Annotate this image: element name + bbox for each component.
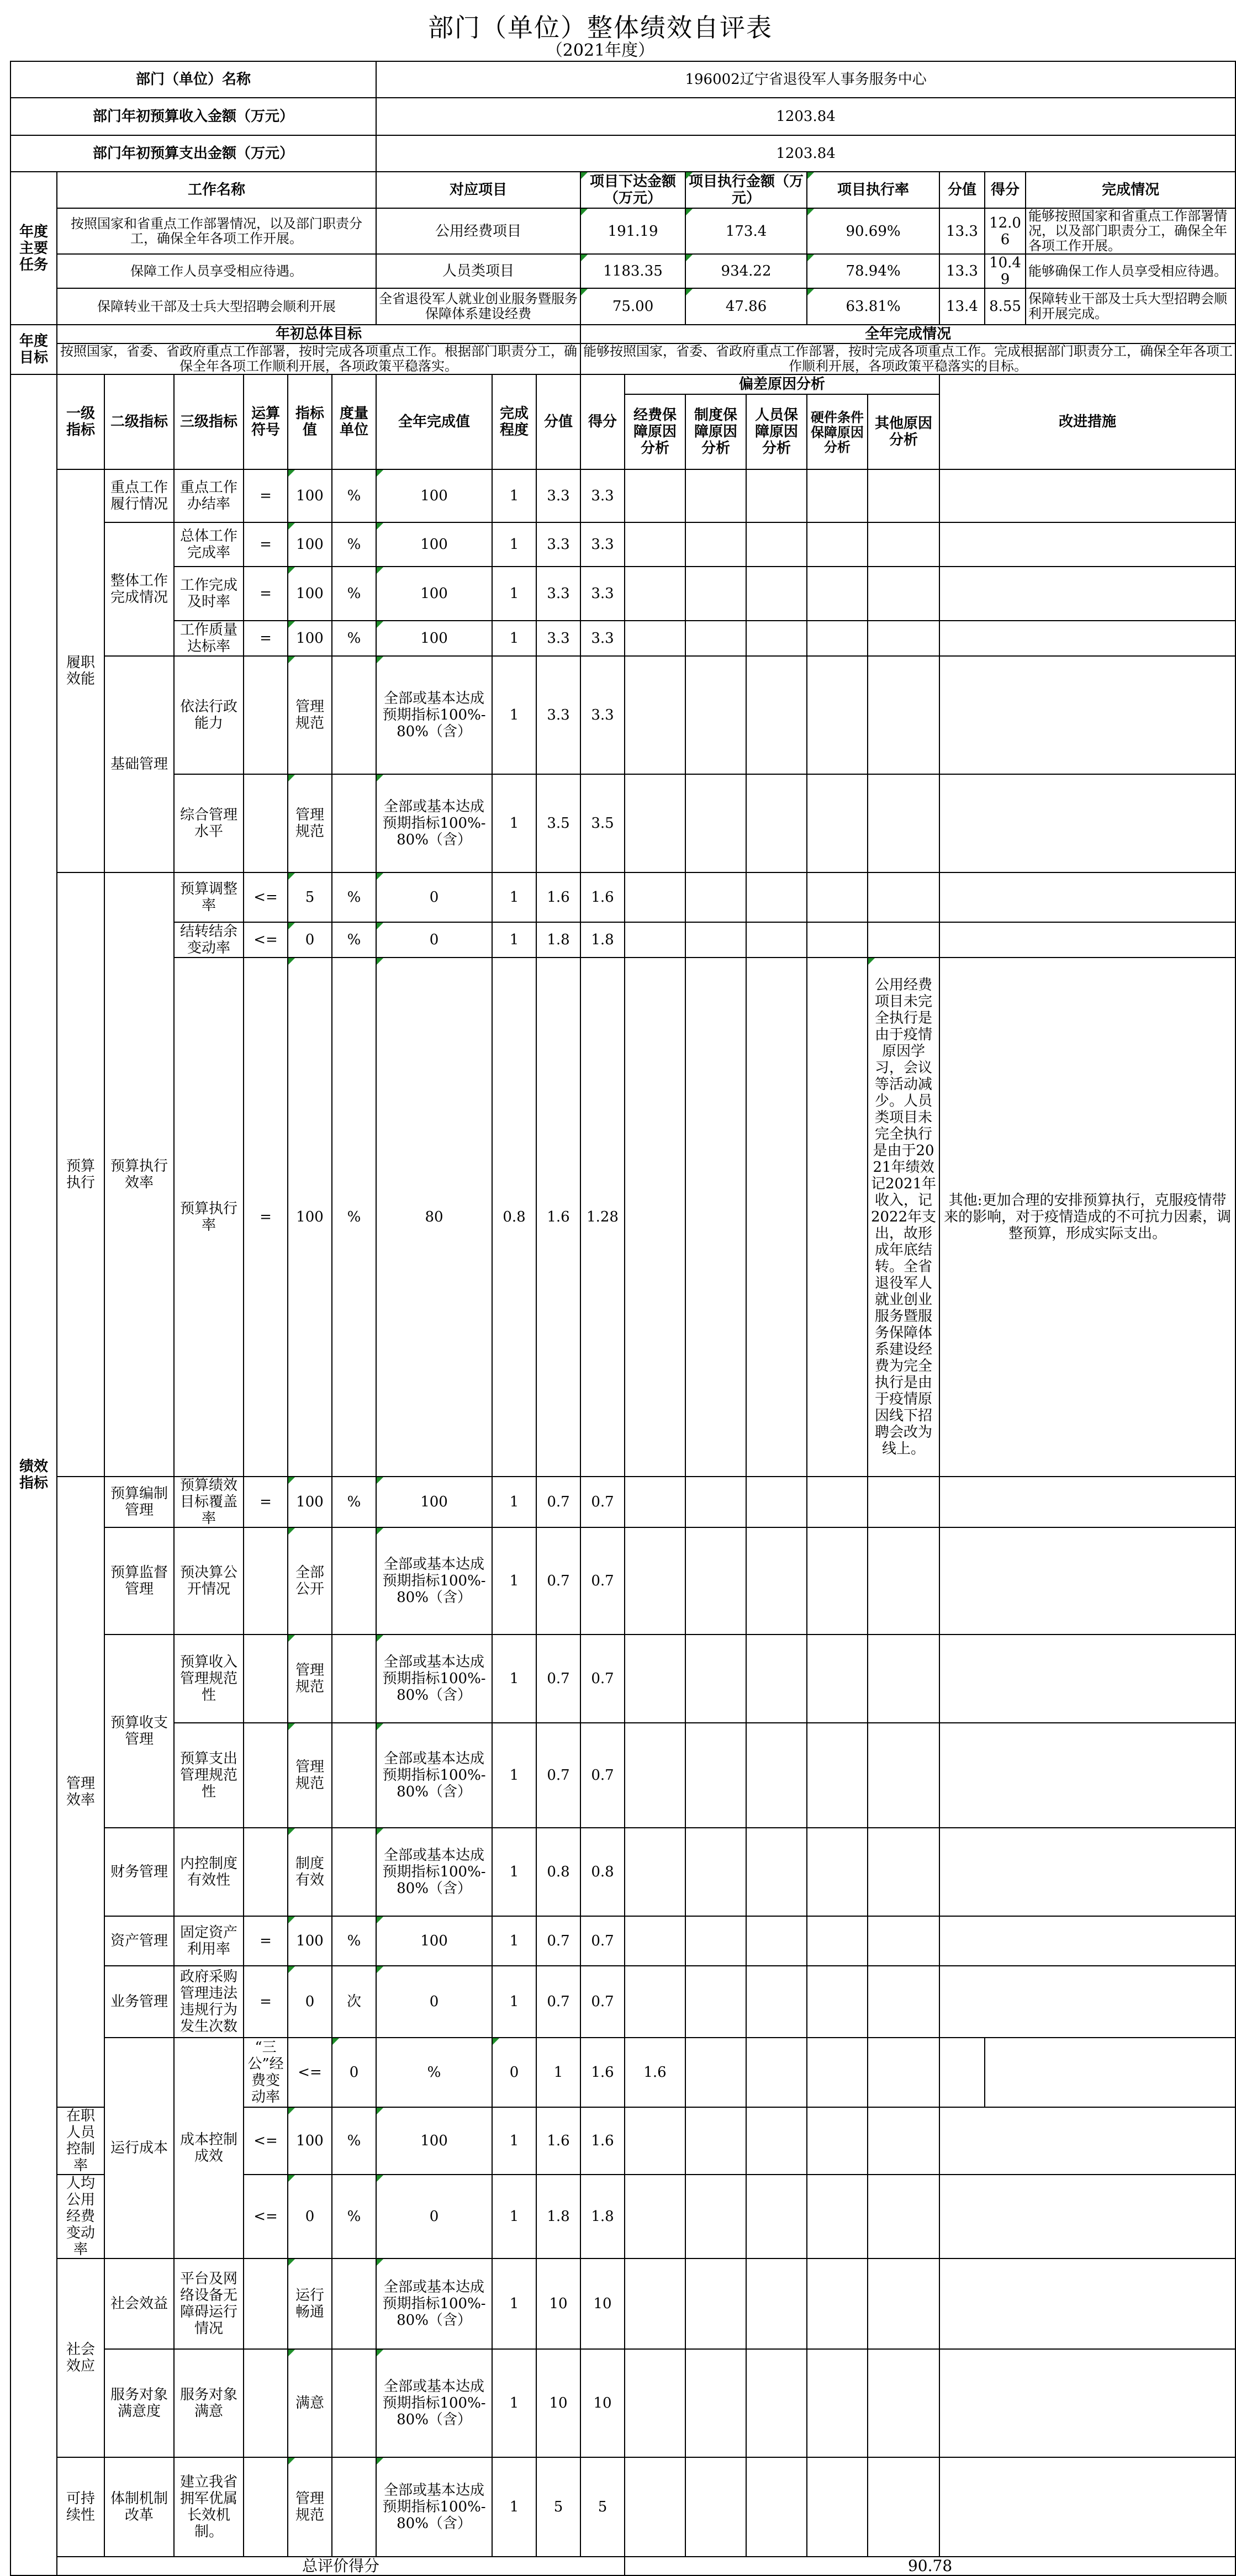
op-cell: = (244, 522, 288, 567)
score-cell: 0.8 (580, 1828, 625, 1916)
score-cell: 10 (580, 2258, 625, 2349)
annual-cell: 全部或基本达成预期指标100%-80%（含） (376, 1828, 492, 1916)
score-cell: 1.8 (580, 2175, 625, 2258)
hdr-target: 指标值 (288, 374, 332, 469)
score-cell: 0.7 (580, 1527, 625, 1635)
lv3-label: 政府采购管理违法违规行为发生次数 (174, 1966, 244, 2038)
hdr-deviation: 偏差原因分析 (625, 374, 939, 394)
lv3-label: 预算绩效目标覆盖率 (174, 1477, 244, 1527)
lv2-overall: 整体工作完成情况 (104, 522, 174, 656)
score-cell: 1.28 (580, 958, 625, 1477)
degree-cell: 1 (492, 922, 536, 958)
op-cell: = (244, 469, 288, 522)
lv3-label: 固定资产利用率 (174, 1916, 244, 1966)
op-cell: = (244, 567, 288, 621)
score-cell: 3.3 (580, 567, 625, 621)
lv1-mgmt: 管理效率 (57, 1477, 104, 2107)
degree-cell: 1 (492, 1966, 536, 2038)
score-cell: 3.5 (580, 774, 625, 872)
op-cell: = (244, 1477, 288, 1527)
indicator-row (10, 567, 1235, 621)
target-cell: 100 (288, 1477, 332, 1527)
tasks-col-score-value: 分值 (939, 172, 985, 208)
task-status: 能够确保工作人员享受相应待遇。 (1026, 254, 1235, 288)
target-cell: 管理规范 (288, 1635, 332, 1723)
unit-cell: % (332, 567, 376, 621)
lv1-budget: 预算执行 (57, 872, 104, 1477)
hdr-dev-other: 其他原因分析 (868, 394, 939, 469)
degree-cell: 1 (492, 774, 536, 872)
target-cell: 100 (288, 621, 332, 656)
task-issued: 1183.35 (580, 254, 685, 288)
value-cell: 3.3 (536, 522, 580, 567)
degree-cell: 1 (492, 1477, 536, 1527)
lv3-label: 预算收入管理规范性 (174, 1635, 244, 1723)
value-cell: 10 (536, 2349, 580, 2457)
score-cell: 0.7 (580, 1966, 625, 2038)
unit-cell: % (332, 2175, 376, 2258)
score-cell: 3.3 (580, 621, 625, 656)
target-cell: 管理规范 (288, 774, 332, 872)
annual-cell: 全部或基本达成预期指标100%-80%（含） (376, 2258, 492, 2349)
degree-cell: 1 (492, 2457, 536, 2557)
hdr-level2: 二级指标 (104, 374, 174, 469)
target-cell: 0 (288, 922, 332, 958)
unit-cell: 次 (332, 1966, 376, 2038)
lv3-label: 综合管理水平 (174, 774, 244, 872)
degree-cell: 1 (492, 656, 536, 774)
task-name: 按照国家和省重点工作部署情况，以及部门职责分工，确保全年各项工作开展。 (57, 208, 376, 254)
lv2-budget-ie: 预算收支管理 (104, 1635, 174, 1828)
degree-cell: 1 (492, 2258, 536, 2349)
indicator-row (10, 1477, 1235, 1527)
value-cell: 0.7 (536, 1635, 580, 1723)
indicator-row (10, 2457, 1235, 2557)
indicator-row (10, 2349, 1235, 2457)
op-cell (244, 1527, 288, 1635)
annual-cell: 全部或基本达成预期指标100%-80%（含） (376, 2457, 492, 2557)
value-cell: 0.8 (536, 1828, 580, 1916)
lv3-label: 依法行政能力 (174, 656, 244, 774)
task-issued: 75.00 (580, 288, 685, 325)
value-cell: 1.6 (536, 958, 580, 1477)
degree-cell: 1 (492, 469, 536, 522)
task-rate: 90.69% (807, 208, 939, 254)
lv3-label: 结转结余变动率 (174, 922, 244, 958)
value-cell: 0.7 (536, 1723, 580, 1828)
op-cell: <= (244, 922, 288, 958)
lv3-label: 在职人员控制率 (57, 2107, 104, 2175)
target-cell: 管理规范 (288, 2457, 332, 2557)
tasks-col-issued: 项目下达金额（万元） (580, 172, 685, 208)
value-cell: 3.3 (536, 567, 580, 621)
annual-cell: 0 (376, 922, 492, 958)
lv3-label: 重点工作办结率 (174, 469, 244, 522)
unit-cell: % (332, 1916, 376, 1966)
indicator-row (10, 2258, 1235, 2349)
lv3-label: 总体工作完成率 (174, 522, 244, 567)
hdr-degree: 完成程度 (492, 374, 536, 469)
degree-cell: 1 (492, 522, 536, 567)
tasks-col-rate: 项目执行率 (807, 172, 939, 208)
lv3-label: 预决算公开情况 (174, 1527, 244, 1635)
degree-cell: 1 (492, 2175, 536, 2258)
value-cell: 1.8 (536, 922, 580, 958)
lv1-sustain: 可持续性 (57, 2457, 104, 2557)
value-cell: 3.3 (536, 469, 580, 522)
total-score-label: 总评价得分 (57, 2557, 625, 2575)
degree-cell: 1 (492, 1527, 536, 1635)
target-cell: 5 (288, 872, 332, 922)
hdr-level1: 一级指标 (57, 374, 104, 469)
indicator-row (10, 922, 1235, 958)
hdr-value: 分值 (536, 374, 580, 469)
score-cell: 5 (580, 2457, 625, 2557)
unit-cell (332, 656, 376, 774)
target-cell: 运行畅通 (288, 2258, 332, 2349)
indicator-row (10, 958, 1235, 1477)
value-cell: 5 (536, 2457, 580, 2557)
page-subtitle: （2021年度） (546, 41, 655, 60)
target-cell: 0 (288, 2175, 332, 2258)
degree-cell: 1 (492, 1635, 536, 1723)
degree-cell: 1 (492, 2349, 536, 2457)
lv2-social-benefit: 社会效益 (104, 2258, 174, 2349)
degree-cell: 1 (492, 1828, 536, 1916)
target-cell: 制度有效 (288, 1828, 332, 1916)
lv2-finance: 财务管理 (104, 1828, 174, 1916)
target-cell: 100 (288, 958, 332, 1477)
task-row (10, 208, 1235, 254)
task-name: 保障转业干部及士兵大型招聘会顺利开展 (57, 288, 376, 325)
target-cell: 100 (288, 1916, 332, 1966)
annual-cell: 全部或基本达成预期指标100%-80%（含） (376, 774, 492, 872)
target-cell: 100 (288, 469, 332, 522)
op-cell: <= (288, 2038, 332, 2107)
task-score: 12.06 (985, 208, 1026, 254)
tasks-col-status: 完成情况 (1026, 172, 1235, 208)
annual-cell: 0 (492, 2038, 536, 2107)
task-status: 能够按照国家和省重点工作部署情况，以及部门职责分工，确保全年各项工作开展。 (1026, 208, 1235, 254)
target-cell: 100 (288, 522, 332, 567)
degree-cell: 1 (492, 872, 536, 922)
score-cell: 0.7 (580, 1635, 625, 1723)
target-cell: 全部公开 (288, 1527, 332, 1635)
annual-cell: 0 (376, 872, 492, 922)
unit-cell (332, 1635, 376, 1723)
expense-value: 1203.84 (376, 135, 1235, 172)
goals-final-text: 能够按照国家，省委、省政府重点工作部署，按时完成各项重点工作。完成根据部门职责分工，确保全年各项工作顺利开展，各项政策平稳落实的目标。 (580, 343, 1235, 374)
annual-cell: 100 (376, 2107, 492, 2175)
deviation-other-reason: 公用经费项目未完全执行是由于疫情原因学习，会议等活动减少。人员类项目未完全执行是由于2021年绩效记2021年收入，记2022年支出，故形成年底结转。全省退役军人就业创业服务暨服务保障体系建设经费为完全执行是由于疫情原因线下招聘会改为线上。 (868, 958, 939, 1477)
lv2-business: 业务管理 (104, 1966, 174, 2038)
unit-cell: % (332, 922, 376, 958)
indicator-row (10, 1966, 1235, 2038)
value-cell: 0.7 (536, 1527, 580, 1635)
op-cell: <= (244, 872, 288, 922)
score-cell: 3.3 (580, 522, 625, 567)
lv3-label: 内控制度有效性 (174, 1828, 244, 1916)
target-cell: 管理规范 (288, 1723, 332, 1828)
op-cell (244, 2258, 288, 2349)
indicator-row (10, 621, 1235, 656)
lv3-label: 工作完成及时率 (174, 567, 244, 621)
hdr-dev-staff: 人员保障原因分析 (746, 394, 807, 469)
op-cell (244, 774, 288, 872)
lv3-label: 平台及网络设备无障碍运行情况 (174, 2258, 244, 2349)
tasks-col-project: 对应项目 (376, 172, 580, 208)
annual-cell: 100 (376, 1916, 492, 1966)
annual-cell: 全部或基本达成预期指标100%-80%（含） (376, 656, 492, 774)
task-project: 公用经费项目 (376, 208, 580, 254)
unit-cell: % (332, 469, 376, 522)
value-cell: 0.7 (536, 1966, 580, 2038)
target-cell: 管理规范 (288, 656, 332, 774)
unit-cell (332, 1828, 376, 1916)
lv1-social: 社会效应 (57, 2258, 104, 2457)
lv2-budget-sup: 预算监督管理 (104, 1527, 174, 1635)
task-name: 保障工作人员享受相应待遇。 (57, 254, 376, 288)
value-cell: 1.6 (536, 872, 580, 922)
value-cell: 3.5 (536, 774, 580, 872)
op-cell (244, 1723, 288, 1828)
lv1-perf: 履职效能 (57, 469, 104, 872)
annual-cell: 100 (376, 522, 492, 567)
target-cell: 0 (288, 1966, 332, 2038)
lv3-label: 人均公用经费变动率 (57, 2175, 104, 2258)
task-executed: 934.22 (685, 254, 807, 288)
value-cell: 3.3 (536, 656, 580, 774)
unit-cell: % (332, 958, 376, 1477)
task-value: 13.3 (939, 254, 985, 288)
score-cell: 3.3 (580, 656, 625, 774)
indicator-row (10, 872, 1235, 922)
income-value: 1203.84 (376, 98, 1235, 135)
indicator-row (10, 522, 1235, 567)
annual-cell: 全部或基本达成预期指标100%-80%（含） (376, 1527, 492, 1635)
target-cell: 满意 (288, 2349, 332, 2457)
task-value: 13.4 (939, 288, 985, 325)
score-cell: 1.6 (580, 872, 625, 922)
unit-cell (332, 2457, 376, 2557)
lv2-key: 重点工作履行情况 (104, 469, 174, 522)
task-project: 全省退役军人就业创业服务暨服务保障体系建设经费 (376, 288, 580, 325)
hdr-improve: 改进措施 (939, 374, 1235, 469)
lv3-label: 建立我省拥军优属长效机制。 (174, 2457, 244, 2557)
lv2-basic: 基础管理 (104, 656, 174, 872)
task-rate: 78.94% (807, 254, 939, 288)
tasks-col-score: 得分 (985, 172, 1026, 208)
value-cell: 0.7 (536, 1477, 580, 1527)
goals-final-label: 全年完成情况 (580, 325, 1235, 343)
income-label: 部门年初预算收入金额（万元） (10, 98, 376, 135)
annual-cell: 0 (376, 1966, 492, 2038)
value-cell: 10 (536, 2258, 580, 2349)
op-cell: <= (244, 2107, 288, 2175)
annual-cell: 0 (376, 2175, 492, 2258)
unit-cell: % (332, 872, 376, 922)
op-cell (244, 1635, 288, 1723)
annual-cell: 100 (376, 621, 492, 656)
task-score: 10.49 (985, 254, 1026, 288)
evaluation-table (10, 61, 1236, 2576)
lv2-cost: 成本控制成效 (174, 2038, 244, 2258)
degree-cell: 1 (492, 2107, 536, 2175)
degree-cell: 1 (492, 567, 536, 621)
value-cell: 1.8 (536, 2175, 580, 2258)
task-row (10, 254, 1235, 288)
lv3-label: “三公”经费变动率 (244, 2038, 288, 2107)
score-cell: 0.7 (580, 1477, 625, 1527)
op-cell (244, 1828, 288, 1916)
annual-cell: 100 (376, 469, 492, 522)
indicator-row (10, 1916, 1235, 1966)
lv2-budget-exec: 预算执行效率 (104, 872, 174, 1477)
annual-cell: 全部或基本达成预期指标100%-80%（含） (376, 1723, 492, 1828)
goals-section-label: 年度目标 (10, 325, 57, 374)
unit-cell (332, 2258, 376, 2349)
lv2-budget-prep: 预算编制管理 (104, 1477, 174, 1527)
score-cell: 1.6 (580, 2107, 625, 2175)
hdr-annual: 全年完成值 (376, 374, 492, 469)
tasks-section-label: 年度主要任务 (10, 172, 57, 325)
lv2-reform: 体制机制改革 (104, 2457, 174, 2557)
target-cell: 100 (288, 567, 332, 621)
unit-cell: % (332, 2107, 376, 2175)
score-cell: 0.7 (580, 1723, 625, 1828)
dept-name-value: 196002辽宁省退役军人事务服务中心 (376, 61, 1235, 98)
task-issued: 191.19 (580, 208, 685, 254)
lv3-label: 预算支出管理规范性 (174, 1723, 244, 1828)
op-cell: = (244, 958, 288, 1477)
score-cell: 0.7 (580, 1916, 625, 1966)
unit-cell (332, 2349, 376, 2457)
op-cell: <= (244, 2175, 288, 2258)
annual-cell: 100 (376, 567, 492, 621)
degree-cell: 1 (492, 621, 536, 656)
op-cell (244, 2349, 288, 2457)
lv3-label: 工作质量达标率 (174, 621, 244, 656)
op-cell (244, 2457, 288, 2557)
value-cell: 0.7 (536, 1916, 580, 1966)
tasks-col-name: 工作名称 (57, 172, 376, 208)
expense-label: 部门年初预算支出金额（万元） (10, 135, 376, 172)
score-cell: 10 (580, 2349, 625, 2457)
lv1-cost: 运行成本 (104, 2038, 174, 2258)
task-executed: 173.4 (685, 208, 807, 254)
score-cell: 1.6 (625, 2038, 685, 2107)
unit-cell: % (332, 1477, 376, 1527)
target-cell: 100 (288, 2107, 332, 2175)
hdr-dev-funding: 经费保障原因分析 (625, 394, 685, 469)
degree-cell: 0.8 (492, 958, 536, 1477)
task-project: 人员类项目 (376, 254, 580, 288)
hdr-level3: 三级指标 (174, 374, 244, 469)
value-cell: 1.6 (580, 2038, 625, 2107)
indicator-row (10, 469, 1235, 522)
score-cell: 1.8 (580, 922, 625, 958)
unit-cell: % (332, 621, 376, 656)
op-cell: = (244, 621, 288, 656)
op-cell (244, 656, 288, 774)
hdr-dev-system: 制度保障原因分析 (685, 394, 746, 469)
lv2-asset: 资产管理 (104, 1916, 174, 1966)
dept-name-label: 部门（单位）名称 (10, 61, 376, 98)
hdr-unit: 度量单位 (332, 374, 376, 469)
indicator-row (10, 774, 1235, 872)
indicator-row (10, 1635, 1235, 1723)
goals-initial-label: 年初总体目标 (57, 325, 580, 343)
value-cell: 3.3 (536, 621, 580, 656)
op-cell: = (244, 1916, 288, 1966)
unit-cell: % (376, 2038, 492, 2107)
task-row (10, 288, 1235, 325)
goals-initial-text: 按照国家，省委、省政府重点工作部署，按时完成各项重点工作。根据部门职责分工，确保全年各项工作顺利开展，各项政策平稳落实。 (57, 343, 580, 374)
indicator-row (10, 2038, 1235, 2107)
annual-cell: 100 (376, 1477, 492, 1527)
annual-cell: 80 (376, 958, 492, 1477)
tasks-col-executed: 项目执行金额（万元） (685, 172, 807, 208)
unit-cell (332, 1723, 376, 1828)
task-rate: 63.81% (807, 288, 939, 325)
degree-cell: 1 (536, 2038, 580, 2107)
indicator-row (10, 1723, 1235, 1828)
unit-cell (332, 774, 376, 872)
task-value: 13.3 (939, 208, 985, 254)
task-status: 保障转业干部及士兵大型招聘会顺利开展完成。 (1026, 288, 1235, 325)
improvement-measure: 其他:更加合理的安排预算执行，克服疫情带来的影响，对于疫情造成的不可抗力因素，调整预算，形成实际支出。 (939, 958, 1235, 1477)
lv3-label: 预算调整率 (174, 872, 244, 922)
indicator-row (10, 1828, 1235, 1916)
task-score: 8.55 (985, 288, 1026, 325)
indicator-row (10, 1527, 1235, 1635)
unit-cell: % (332, 522, 376, 567)
degree-cell: 1 (492, 1723, 536, 1828)
value-cell: 1.6 (536, 2107, 580, 2175)
hdr-dev-hardware: 硬件条件保障原因分析 (807, 394, 868, 469)
hdr-score: 得分 (580, 374, 625, 469)
annual-cell: 全部或基本达成预期指标100%-80%（含） (376, 1635, 492, 1723)
unit-cell (332, 1527, 376, 1635)
lv3-label: 服务对象满意 (174, 2349, 244, 2457)
lv2-satisfaction: 服务对象满意度 (104, 2349, 174, 2457)
indicators-section-label: 绩效指标 (10, 374, 57, 2575)
annual-cell: 全部或基本达成预期指标100%-80%（含） (376, 2349, 492, 2457)
degree-cell: 1 (492, 1916, 536, 1966)
op-cell: = (244, 1966, 288, 2038)
total-score-value: 90.78 (625, 2557, 1235, 2575)
task-executed: 47.86 (685, 288, 807, 325)
score-cell: 3.3 (580, 469, 625, 522)
indicator-row (10, 656, 1235, 774)
page-title: 部门（单位）整体绩效自评表 (428, 13, 773, 43)
lv3-label: 预算执行率 (174, 958, 244, 1477)
target-cell: 0 (332, 2038, 376, 2107)
hdr-op: 运算符号 (244, 374, 288, 469)
